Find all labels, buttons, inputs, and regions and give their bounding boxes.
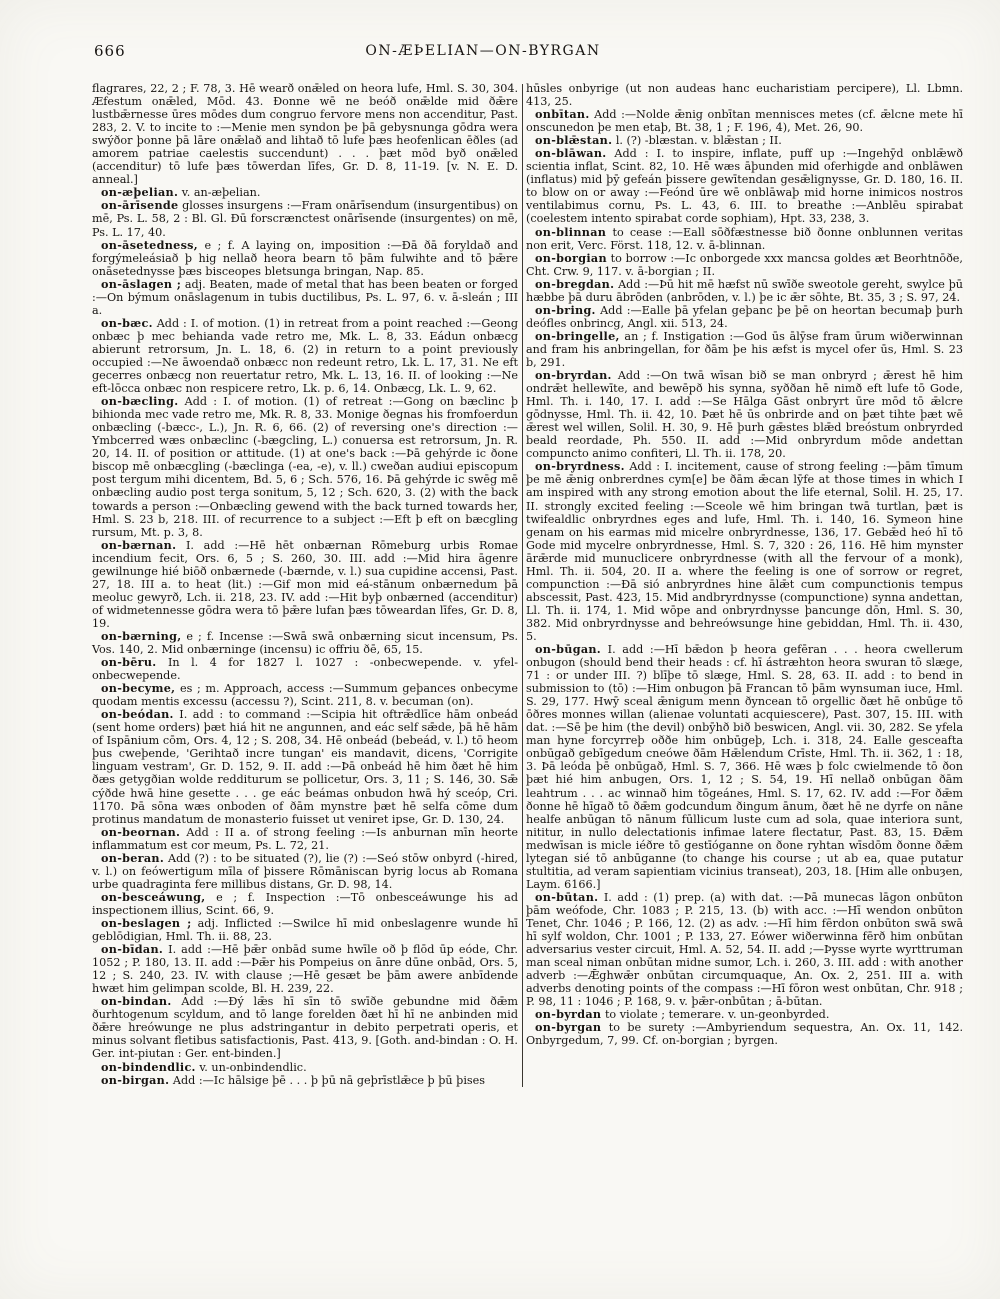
headword: on-bindan.: [101, 994, 172, 1009]
headword: on-bringelle,: [535, 328, 620, 343]
dictionary-entry: on-bryrdan. Add :—On twā wīsan bið se man onbryrd ; ǣrest hē him ondrǣt hellewīte, and bewēpð his synna, syððan hē nimð eft lufe tō Gode, Hml. Th. i. 140, 17. I. add :—Se Hālga Gāst onbryrt ūre mōd tō ǣlcre gōdnysse, Hml. Th. ii. 42, 10. Þæt hē ūs onbrirde and on þæt tihte þæt wē ǣrest wel willen, Solil. H. 30, 9. Hē þurh gǣstes blǣd breóstum onbryrded beald reordade, Ph. 550. II. add :—Mid onbryrdum mōde andettan compuncto animo confiteri, Ll. Th. ii. 178, 20.: [526, 368, 963, 461]
page-number: 666: [94, 42, 126, 60]
dictionary-entry: on-byrgan to be surety :—Ambyriendum sequestra, An. Ox. 11, 142. Onbyrgedum, 7, 99. Cf. on-borgian ; byrgen.: [526, 1020, 963, 1048]
headword: on-blǣstan.: [535, 133, 613, 148]
text-columns: [92, 82, 964, 1087]
headword: on-būtan.: [535, 889, 599, 904]
headword: on-bærnan.: [101, 537, 177, 552]
dictionary-entry: on-bindan. Add :—Ðý lǣs hī sīn tō swīðe gebundne mid ðǣm ðurhtogenum scyldum, and tō lange forelden ðæt hī hī ne anbinden mid ðǣre hreówunge ne plus adstringantur in debito perpetrati operis, et minus solvant fletibus satisfactionis, Past. 413, 9. [Goth. and-bindan : O. H. Ger. int-piutan : Ger. ent-binden.]: [92, 994, 519, 1061]
dictionary-entry: on-becyme, es ; m. Approach, access :—Summum geþances onbecyme quodam mentis excessu (accessu ?), Scint. 211, 8. v. becuman (on).: [92, 681, 518, 709]
dictionary-entry: on-birgan. Add :—Ic hālsige þē . . . þ þū nā geþrīstlǣce þ þū þises: [101, 1072, 486, 1087]
right-column: [526, 82, 963, 1087]
headword: on-āslagen ;: [101, 276, 182, 291]
headword: on-bring.: [535, 302, 596, 317]
dictionary-entry: on-bringelle, an ; f. Instigation :—God ūs ālȳse fram ūrum wiðerwinnan and fram his anbringellan, for ðām þe his æfst is mycel ofer ūs, Hml. S. 23 b, 291.: [526, 328, 963, 369]
headword: on-ārīsende: [101, 198, 179, 213]
dictionary-entry: on-ārīsende glosses insurgens :—Fram onārīsendum (insurgentibus) on mē, Ps. L. 58, 2 : Bl. Gl. Ðū forscrænctest onārīsende (insurgentes) on mē, Ps. L. 17, 40.: [92, 198, 518, 239]
dictionary-entry: on-borgian to borrow :—Ic onborgede xxx mancsa goldes æt Beorhtnōðe, Cht. Crw. 9, 117. v. ā-borgian ; II.: [526, 250, 963, 278]
headword: on-æþelian.: [101, 185, 179, 200]
dictionary-entry: on-āsetedness, e ; f. A laying on, imposition :—Ðā ðā foryldað and forgýmeleásiað þ hig nellað heora bearn tō þām fulwihte and tō þǣre onāsetednysse þæs bisceopes bletsunga bringan, Nap. 85.: [92, 237, 519, 278]
headword: on-beódan.: [101, 707, 174, 722]
dictionary-entry: on-būgan. I. add :—Hī bǣdon þ heora gefēran . . . heora cwellerum onbugon (should bend their heads : cf. hī ástræhton heora swuran tō slæge, 71 : or under III. ?) blīþe tō slæge, Hml. S. 28, 63. II. add : to bend in submission to (tō) :—Him onbugon þā Francan tō þām wynsuman iuce, Hml. S. 29, 177. Hwȳ sceal ǣnigum menn ðyncean tō orgellic ðæt hē onbūge tō ōðres monnes willan (alienae voluntati acquiescere), Past. 307, 15. III. with dat. :—Sē þe him (the devil) onbȳhð bið beswicen, Angl. vii. 30, 282. Se yfela man hyne forcyrreþ oððe him onbūgeþ, Lch. i. 318, 24. Ealle gesceafta onbūgað gebīgedum cneówe ðām Hǣlendum Crīste, Hml. Th. ii. 362, 1 : 18, 3. Þā leóda þē onbūgað, Hml. S. 7, 366. Hē wæs þ folc cwielmende tō ðon þæt hié him anbugen, Ors. 1, 12 ; S. 54, 19. Hī nellað onbūgan ðām leahtrum . . . ac winnað him tōgeánes, Hml. S. 17, 62. IV. add :—For ðǣm ðonne hē hīgað tō ðǣm godcundum ðingum ānum, ðæt hē ne dyrfe on nāne healfe anbūgan tō nānum fūllicum luste cum ad sola, quae interiora sunt, nititur, in nullo delectationis infimae latere flectatur, Past. 83, 15. Ðǣm medwīsan is micle iéðre tō gestīóganne on ðone ryhtan wīsdōm ðonne ðǣm lytegan sié tō anbūganne (to change his course ; ut ab ea, quae putatur stultitia, ad veram sapientiam vicinius transeat), 203, 18. [Him alle onbuȝen, Laym. 6166.]: [526, 642, 963, 891]
entry-continuation: hūsles onbyrige (ut non audeas hanc eucharistiam percipere), Ll. Lbmn. 413, 25.: [526, 82, 963, 109]
entry-continuation: flagrares, 22, 2 ; F. 78, 3. Hē wearð onǣled on heora lufe, Hml. S. 30, 304. Æfestum onǣled, Mōd. 43. Ðonne wē ne beóð onǣlde mid ðǣre lustbǣrnesse ūres mōdes dum congruo fervore mens non accenditur, Past. 283, 2. V. to incite to :—Menie men syndon þe þā gebysnunga gōdra wera swýðor þonne þā lāre onǣlað and lihtað tō lufe þæs heofenlican ēðles (ad amorem patriae caelestis succendunt) . . . þæt mōd byð onǣled (accenditur) tō lufe þæs tōwerdan līfes, Gr. D. 8, 11-19. [v. N. E. D. anneal.]: [92, 82, 518, 187]
headword: on-beran.: [101, 850, 165, 865]
headword: on-bryrdan.: [535, 368, 612, 383]
dictionary-entry: on-blǣstan. l. (?) -blæstan. v. blǣstan ; II.: [535, 133, 782, 148]
dictionary-entry: on-æþelian. v. an-æþelian.: [101, 185, 261, 200]
dictionary-entry: on-bēru. In l. 4 for 1827 l. 1027 : -onbecwepende. v. yfel-onbecwepende.: [92, 655, 518, 683]
dictionary-entry: on-beslagen ; adj. Inflicted :—Swilce hī mid onbeslagenre wunde hī geblōdigian, Hml. Th. ii. 88, 23.: [92, 916, 518, 944]
dictionary-entry: on-bærning, e ; f. Incense :—Swā swā onbærning sicut incensum, Ps. Vos. 140, 2. Mid onbærninge (incensu) ic offriu ðē, 65, 15.: [92, 628, 518, 657]
headword: on-beornan.: [101, 824, 181, 839]
headword: on-bæc.: [101, 315, 153, 330]
headword: on-byrgan: [535, 1020, 602, 1035]
dictionary-entry: on-beornan. Add : II a. of strong feeling :—Is anburnan mīn heorte inflammatum est cor meum, Ps. L. 72, 21.: [92, 824, 518, 852]
dictionary-entry: on-bīdan. I. add :—Hē þǣr onbād sume hwīle oð þ flōd ūp eóde, Chr. 1052 ; P. 180, 13. II. add :—Þǣr his Pompeius on ānre dūne onbād, Ors. 5, 12 ; S. 240, 23. IV. with clause ;—Hē gesæt be þām awere anbīdende hwæt him gelimpan scolde, Bl. H. 239, 22.: [92, 942, 518, 996]
dictionary-entry: on-bærnan. I. add :—Hē hēt onbærnan Rōmeburg urbis Romae incendium fecit, Ors. 6, 5 ; S. 260, 30. III. add :—Mid hira āgenre gewilnunge hié biōð onbærnede (-bærnde, v. l.) sua cupidine accensi, Past. 27, 18. III a. to heat (lit.) :—Gif mon mid eá-stānum onbærnedum þā meoluc gewyrð, Lch. ii. 218, 23. IV. add :—Hit byþ onbærned (accenditur) of widmetennesse gōdra wera tō þǣre lufan þæs tōweardan līfes, Gr. D. 8, 19.: [92, 537, 518, 630]
headword: on-bregdan.: [535, 276, 615, 291]
left-column: [92, 82, 518, 1087]
headword: on-bēru.: [101, 655, 157, 670]
dictionary-entry: on-bæc. Add : I. of motion. (1) in retreat from a point reached :—Geong onbæc þ mec behianda vade retro me, Mk. L. 8, 33. Eádun onbæcg abierunt retrorsum, Jn. L. 18, 6. (2) in return to a point previously occupied :—Ne āwoendað onbæcc non redeunt retro, Lk. L. 17, 31. Ne eft gecerres onbæcg non reuertatur retro, Mk. L. 13, 16. II. of looking :—Ne eft-lōcca onbæc non respicere retro, Lk. p. 6, 14. Onbæcg, Lk. L. 9, 62.: [92, 315, 518, 396]
dictionary-entry: on-būtan. I. add : (1) prep. (a) with dat. :—Þā munecas lāgon onbūton þām weófode, Chr. 1083 ; P. 215, 13. (b) with acc. :—Hī wendon onbūton Tenet, Chr. 1046 ; P. 166, 12. (2) as adv. :—Hī him fērdon onbūton swā swā hī sylf woldon, Chr. 1001 ; P. 133, 27. Eówer wiðerwinna fērð him onbūtan adversarius vester circuit, Hml. A. 52, 54. II. add ;—Þysse wyrte wyrttruman man sceal niman onbūtan midne sumor, Lch. i. 260, 3. III. add : with another adverb :—Ǣghwǣr onbūtan circumquaque, An. Ox. 2, 251. III a. with adverbs denoting points of the compass :—Hī fōron west onbūtan, Chr. 918 ; P. 98, 11 : 1046 ; P. 168, 9. v. þǣr-onbūtan ; ā-būtan.: [526, 889, 963, 1009]
headword: on-blinnan: [535, 224, 607, 239]
dictionary-entry: on-besceáwung, e ; f. Inspection :—Tō onbesceáwunge his ad inspectionem illius, Scint. 66, 9.: [92, 889, 518, 917]
headword: on-bærning,: [101, 628, 182, 643]
column-divider-rule: [522, 84, 523, 1087]
dictionary-entry: on-byrdan to violate ; temerare. v. un-geonbyrded.: [535, 1007, 830, 1022]
headword: on-blāwan.: [535, 146, 607, 161]
dictionary-entry: on-bryrdness. Add : I. incitement, cause of strong feeling :—þām tīmum þe mē ǣnig onbrerdnes cym[e] be ðām ǣcan lȳfe at those times in which I am inspired with any strong emotion about the life eternal, Solil. H. 25, 17. II. strongly excited feeling :—Sceole wē him bringan twā turtlan, þæt is twifealdlic onbryrdnes eges and lufe, Hml. Th. i. 140, 16. Symeon hine genam on his earmas mid micelre onbryrdnesse, 136, 17. Gebǣd heó hī tō Gode mid mycelre onbryrdnesse, Hml. S. 7, 320 : 26, 116. Hē him mynster ārǣrde mid munuclicere onbryrdnesse (with all the fervour of a monk), Hml. Th. ii. 504, 20. II a. where the feeling is one of sorrow or regret, compunction :—Ðā sió anbryrdnes hine ālǣt cum compunctionis tempus abscessit, Past. 423, 15. Mid andbryrdnysse (compunctione) synna andettan, Ll. Th. ii. 174, 1. Mid wōpe and onbryrdnysse þancunge dōn, Hml. S. 30, 382. Mid onbryrdnysse and behreówsunge hine gebiddan, Hml. Th. ii. 430, 5.: [526, 459, 963, 643]
headword: on-beslagen ;: [101, 916, 192, 930]
dictionary-entry: on-blāwan. Add : I. to inspire, inflate, puff up :—Ingehȳd onblǣwð scientia inflat, Scint. 82, 10. Hē wæs āþunden mid oferhigde and onblāwen (inflatus) mid þȳ gefeán þissere gewītendan gesǣlignysse, Gr. D. 180, 16. II. to blow on or away :—Feónd ūre wē onblāwaþ mid horne inimicos nostros ventilabimus cornu, Ps. L. 43, 6. III. to breathe :—Anblēu spirabat (coelestem intento spirabat corde sophiam), Hpt. 33, 238, 3.: [526, 146, 963, 226]
dictionary-entry: onbītan. Add :—Nolde ǣnig onbītan mennisces metes (cf. ǣlcne mete hī onscunedon þe men etaþ, Bt. 38, 1 ; F. 196, 4), Met. 26, 90.: [526, 107, 963, 135]
headword: on-byrdan: [535, 1007, 602, 1022]
dictionary-entry: on-bregdan. Add :—Þū hit mē hæfst nū swīðe sweotole gereht, swylce þū hæbbe þā duru ābrōden (anbrōden, v. l.) þe ic ǣr sōhte, Bt. 35, 3 ; S. 97, 24.: [526, 276, 963, 304]
dictionary-entry: on-blinnan to cease :—Eall sōðfæstnesse bið ðonne onblunnen veritas non erit, Verc. Först. 118, 12. v. ā-blinnan.: [526, 224, 964, 252]
headword: onbītan.: [535, 107, 590, 122]
headword: on-bæcling.: [101, 394, 179, 409]
dictionary-entry: on-beran. Add (?) : to be situated (?), lie (?) :—Seó stōw onbyrd (-hired, v. l.) on feówertigum mīla of þissere Rōmāniscan byrig locus ab Romana urbe quadraginta fere millibus distans, Gr. D. 98, 14.: [92, 850, 518, 891]
dictionary-entry: on-bindendlic. v. un-onbindendlic.: [101, 1059, 307, 1074]
running-head: ON-ÆÞELIAN—ON-BYRGAN: [365, 43, 601, 59]
headword: on-būgan.: [535, 642, 601, 657]
dictionary-entry: on-bæcling. Add : I. of motion. (1) of retreat :—Gong on bæclinc þ bihionda mec vade retro me, Mk. R. 8, 33. Monige ðegnas his fromfoerdun onbæcling (-bæcc-, L.), Jn. R. 6, 66. (2) of reversing one's direction :—Ymbcerred wæs onbæclinc (-bægcling, L.) conuersa est retrorsum, Jn. R. 20, 14. II. of position or attitude. (1) at one's back :—Þā gehýrde ic ðone biscop mē onbæcgling (-bæclinga (-ea, -e), v. ll.) cweðan audiui episcopum post tergum mihi dicentem, Bd. 5, 6 ; Sch. 576, 16. Þā gehýrde ic swēg mē onbæcling audio post terga sonitum, 5, 12 ; Sch. 620, 3. (2) with the back towards a person :—Onbæcling gewend with the back turned towards her, Hml. S. 23 b, 218. III. of recurrence to a subject :—Eft þ eft on bæcgling rursum, Mt. p. 3, 8.: [92, 394, 519, 539]
headword: on-becyme,: [101, 681, 176, 696]
headword: on-āsetedness,: [101, 237, 198, 252]
dictionary-entry: on-bring. Add :—Ealle þā yfelan geþanc þe þē on heortan becumaþ þurh deófles onbrincg, Angl. xii. 513, 24.: [526, 302, 963, 330]
headword: on-bryrdness.: [535, 459, 625, 474]
headword: on-bīdan.: [101, 942, 164, 957]
headword: on-birgan.: [101, 1072, 170, 1087]
dictionary-entry: on-āslagen ; adj. Beaten, made of metal that has been beaten or forged :—On býmum onāslagenum in tubis ductilibus, Ps. L. 97, 6. v. ā-sleán ; III a.: [92, 276, 519, 317]
headword: on-bindendlic.: [101, 1059, 196, 1074]
dictionary-entry: on-beódan. I. add : to command :—Scipia hit oftrǣdlīce hām onbeád (sent home orders) þæt hiá hit ne angunnen, and eác self sǣde, þā hē hām of Ispānium cōm, Ors. 4, 12 ; S. 208, 34. Hē onbeád (bebeád, v. l.) tō heom þus cweþende, 'Gerihtað incre tungan' eis mandavit, dicens, 'Corrigite linguam vestram', Gr. D. 152, 9. II. add :—Þā onbeád hē him ðæt hē him ðæs getygðian wolde redditurum se pollicetur, Ors. 3, 11 ; S. 146, 30. Sǣ cýðde hwā hine gesette . . . ge eác beámas onbudon hwā hý sceóp, Cri. 1170. Þā sōna wæs onboden of ðām mynstre þæt hē selfa cōme dum protinus mandatum de monasterio fuisset ut veniret ipse, Gr. D. 130, 24.: [92, 707, 518, 826]
page-header: [92, 42, 964, 68]
headword: on-besceáwung,: [101, 889, 206, 904]
headword: on-borgian: [535, 250, 607, 265]
